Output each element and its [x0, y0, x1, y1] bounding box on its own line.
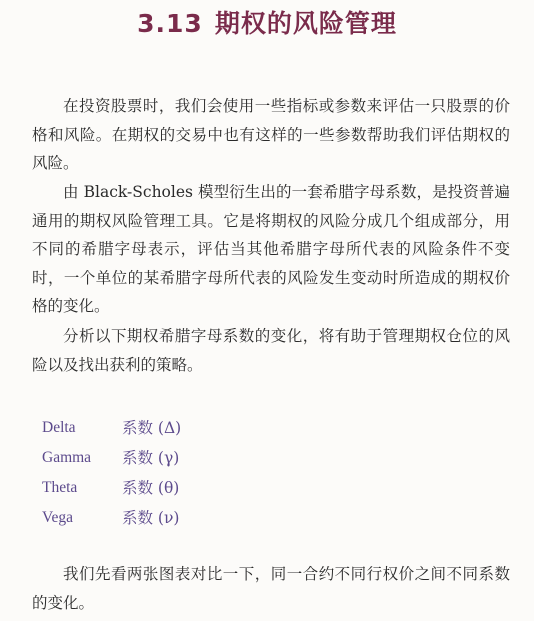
section-title-text: 期权的风险管理: [214, 9, 397, 38]
greek-name: Theta: [42, 479, 78, 496]
greek-row-gamma: [42, 443, 342, 473]
greek-list: [42, 413, 342, 533]
greek-desc: 系数 (ν): [122, 509, 180, 527]
greek-name: Gamma: [42, 449, 92, 466]
greek-row-delta: [42, 413, 342, 443]
greek-name: Delta: [42, 419, 76, 436]
greek-name: Vega: [42, 509, 73, 526]
paragraph-4: 我们先看两张图表对比一下，同一合约不同行权价之间不同系数的变化。: [32, 565, 510, 612]
paragraph-1: 在投资股票时，我们会使用一些指标或参数来评估一只股票的价格和风险。在期权的交易中也有这样的一些参数帮助我们评估期权的风险。: [32, 97, 510, 172]
section-number: 3.13: [137, 9, 203, 38]
greek-desc: 系数 (γ): [122, 449, 180, 467]
paragraph-2: 由 Black-Scholes 模型衍生出的一套希腊字母系数，是投资普遍通用的期权风险管理工具。它是将期权的风险分成几个组成部分，用不同的希腊字母表示，评估当其他希腊字母所代表的风险条件不变时，一个单位的某希腊字母所代表的风险发生变动时所造成的期权价格的变化。: [32, 183, 510, 315]
greek-row-vega: [42, 503, 342, 533]
greek-desc: 系数 (θ): [122, 479, 180, 497]
greek-desc: 系数 (Δ): [122, 419, 182, 437]
paragraph-3: 分析以下期权希腊字母系数的变化，将有助于管理期权仓位的风险以及找出获利的策略。: [32, 327, 510, 374]
greek-row-theta: [42, 473, 342, 503]
section-title: [0, 8, 534, 40]
